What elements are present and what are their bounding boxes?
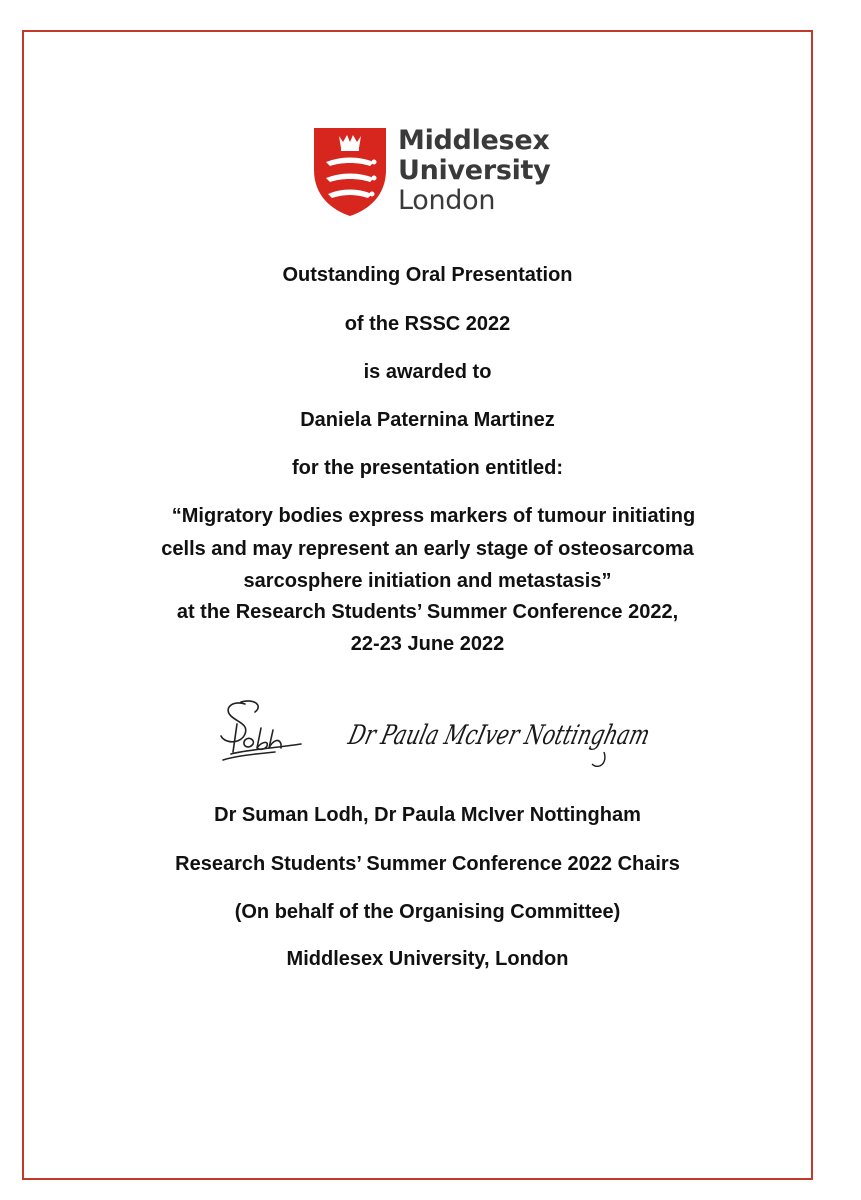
logo-line-3: London [398,185,496,216]
institution: Middlesex University, London [286,948,569,970]
signatories: Dr Suman Lodh, Dr Paula McIver Nottingham [214,804,641,826]
signature-lodh [215,694,310,766]
signatories-role: Research Students’ Summer Conference 2022 Chairs [175,853,680,875]
logo-line-1: Middlesex [398,125,550,156]
signature-mciver-nottingham [344,708,750,772]
svg-text:Dr Paula McIver Nottingham: Dr Paula McIver Nottingham [345,720,750,751]
award-event: of the RSSC 2022 [344,313,511,335]
shield-icon [312,126,388,218]
entitled-label: for the presentation entitled: [291,457,564,479]
on-behalf-note: (On behalf of the Organising Committee) [234,901,621,923]
conference-dates: 22-23 June 2022 [350,633,505,655]
conference-name: at the Research Students’ Summer Conference 2022, [176,601,679,623]
awarded-to-label: is awarded to [363,361,492,383]
logo-line-2: University [398,155,551,186]
university-logo [312,125,551,218]
presentation-title-line-1: “Migratory bodies express markers of tumour initiating [171,505,696,527]
presentation-title-line-3: sarcosphere initiation and metastasis” [243,570,612,592]
award-title: Outstanding Oral Presentation [282,264,573,286]
logo-wordmark [398,126,550,216]
recipient-name: Daniela Paternina Martinez [300,409,555,431]
presentation-title-line-2: cells and may represent an early stage of osteosarcoma [161,538,694,560]
